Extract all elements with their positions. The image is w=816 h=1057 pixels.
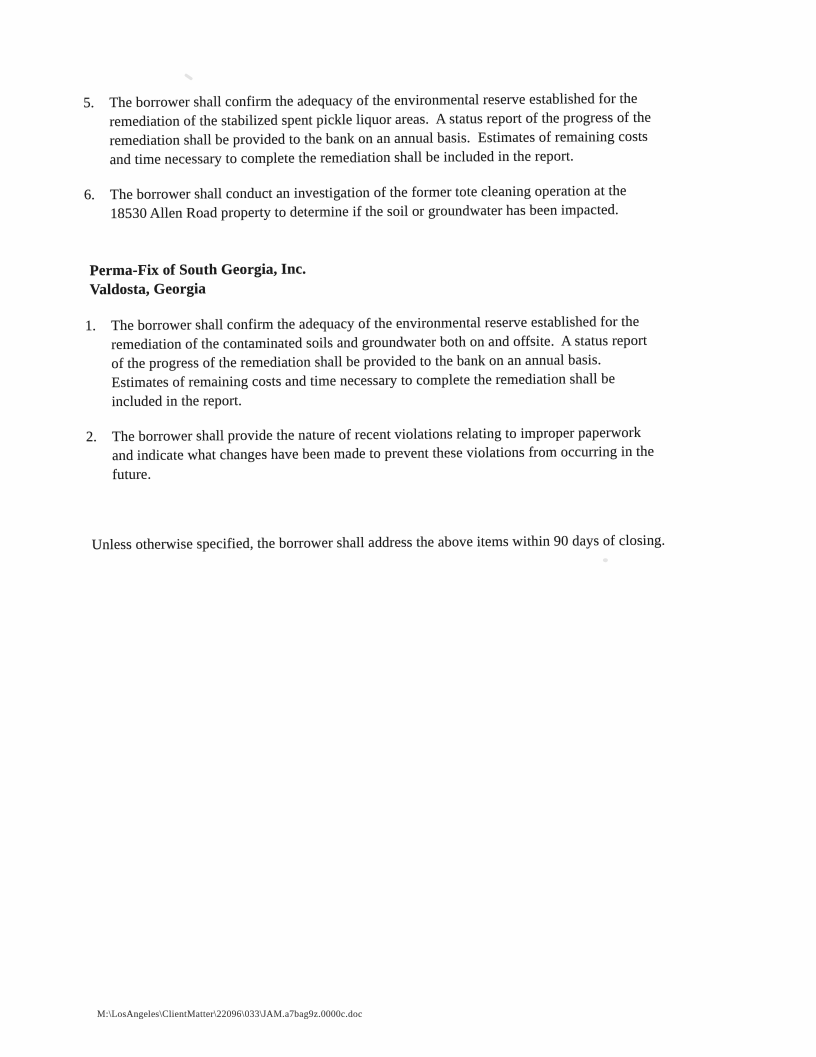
list-item-number: 1.	[84, 318, 96, 335]
text-line: Unless otherwise specified, the borrower shall address the above items within 90 days of closing.	[91, 532, 666, 554]
scan-artifact-smudge	[184, 73, 193, 81]
text-line: future.	[112, 466, 152, 484]
text-line: 18530 Allen Road property to determine if the soil or groundwater has been impacted.	[110, 202, 619, 223]
text-line: The borrower shall confirm the adequacy of the environmental reserve established for the	[110, 313, 640, 335]
closing-note	[92, 532, 666, 556]
text-line: The borrower shall conduct an investigation of the former tote cleaning operation at the	[109, 183, 627, 204]
company-name: Perma-Fix of South Georgia, Inc.	[89, 261, 307, 280]
text-line: The borrower shall provide the nature of recent violations relating to improper paperwork	[111, 424, 642, 446]
list-item-2	[86, 424, 655, 485]
file-path-footer: M:\LosAngeles\ClientMatter\22096\033\JAM.a7bag9z.0000c.doc	[97, 1010, 363, 1020]
text-line: remediation of the contaminated soils and groundwater both on and offsite. A status report	[111, 332, 648, 354]
list-item-text	[109, 90, 651, 170]
list-item-text	[110, 182, 627, 224]
scan-artifact-dot	[603, 558, 608, 562]
text-line: and indicate what changes have been made to prevent these violations from occurring in the	[112, 443, 655, 465]
text-line: and time necessary to complete the remediation shall be included in the report.	[109, 148, 574, 169]
list-item-5	[83, 90, 651, 170]
list-item-text	[112, 424, 655, 485]
list-item-6	[84, 182, 627, 224]
list-item-text	[111, 313, 648, 412]
company-location: Valdosta, Georgia	[89, 281, 206, 299]
company-heading-block	[90, 261, 307, 301]
list-item-number: 6.	[83, 187, 95, 204]
list-item-number: 5.	[83, 95, 95, 112]
text-line: Estimates of remaining costs and time necessary to complete the remediation shall be	[111, 371, 616, 392]
text-line: The borrower shall confirm the adequacy of the environmental reserve established for the	[109, 90, 638, 112]
text-line: included in the report.	[111, 393, 243, 411]
text-line: of the progress of the remediation shall be provided to the bank on an annual basis.	[111, 352, 602, 373]
text-line: remediation of the stabilized spent pickle liquor areas. A status report of the progress of the	[109, 109, 652, 131]
list-item-1	[85, 313, 648, 412]
text-line: remediation shall be provided to the bank on an annual basis. Estimates of remaining costs	[109, 128, 648, 150]
list-item-number: 2.	[85, 429, 97, 446]
